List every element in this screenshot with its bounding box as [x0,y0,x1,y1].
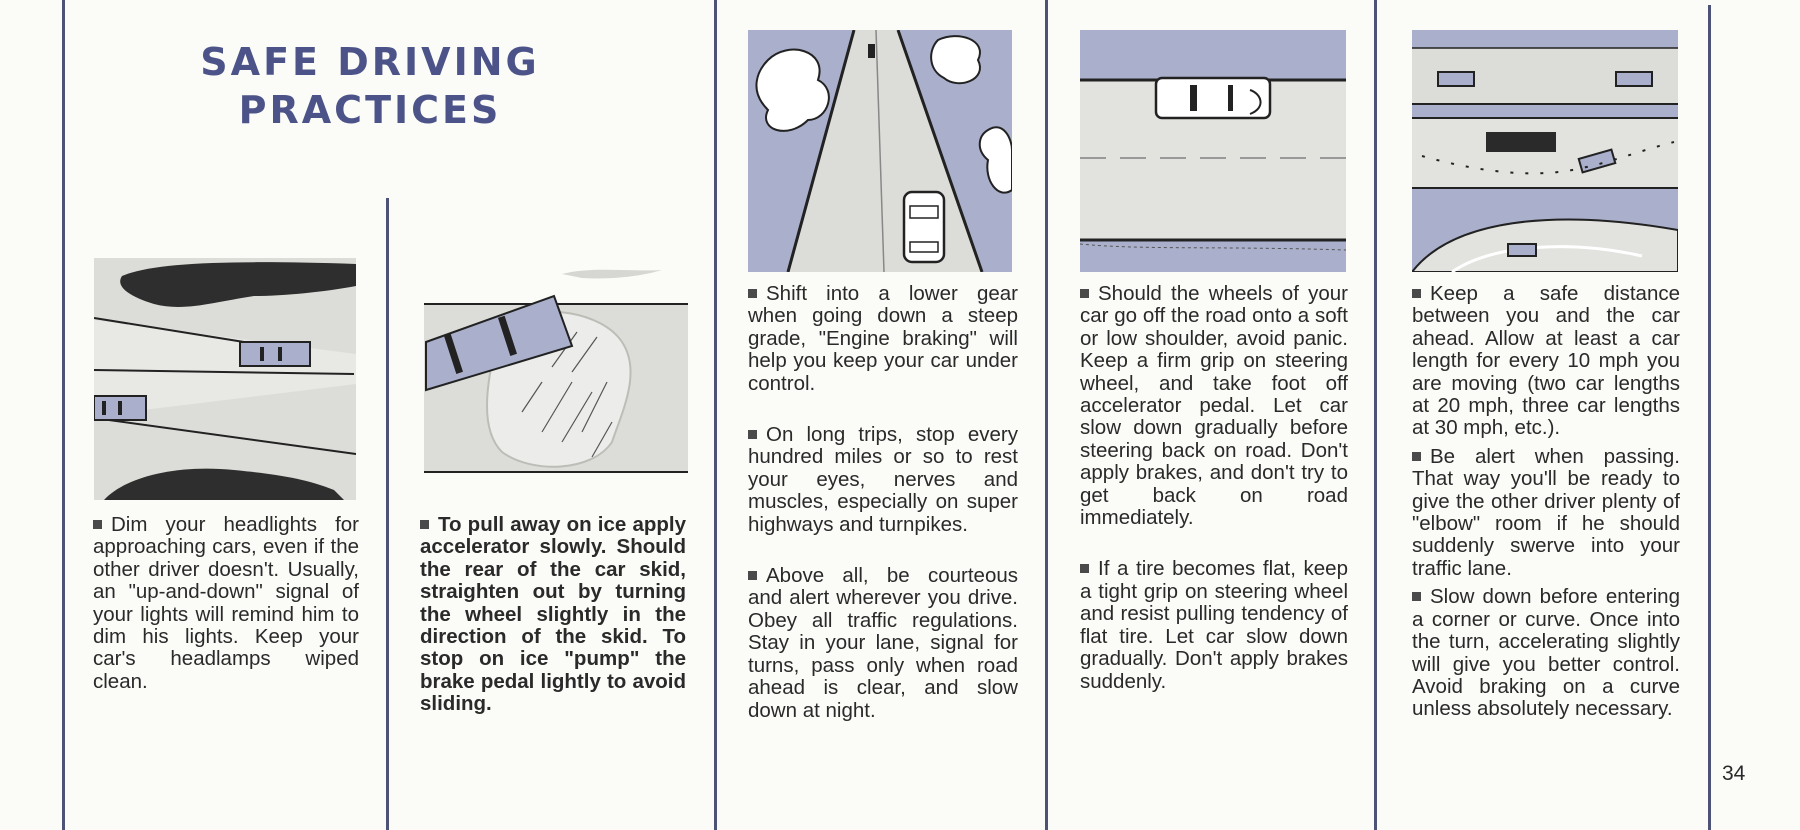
tip-dim-headlights [93,514,359,693]
bullet-square-icon [1080,289,1089,298]
page-title [150,38,590,134]
illustration-ice-skid [422,262,690,494]
column-rule-1 [62,0,65,830]
illustration-safe-distance [1412,30,1678,272]
tip-curve [1412,586,1680,720]
page-title-line-2: PRACTICES [238,88,502,132]
column-rule-5 [1374,0,1377,830]
tip-lower-gear-text: Shift into a lower gear when going down a steep grade, "Engine braking" will help you keep your car under control. [748,282,1018,395]
tip-lower-gear [748,283,1018,395]
tip-long-trips-text: On long trips, stop every hundred miles or so to rest your eyes, nerves and muscles, especially on super highways and turnpikes. [748,423,1018,536]
tip-safe-distance-text: Keep a safe distance between you and the car ahead. Allow at least a car length for every 10 mph you are moving (two car lengths at 20 mph, three car lengths at 30 mph, etc.). [1412,282,1680,440]
tip-safe-distance [1412,283,1680,440]
column-rule-2 [386,198,389,830]
bullet-square-icon [748,430,757,439]
bullet-square-icon [748,289,757,298]
column-rule-4 [1045,0,1048,830]
bullet-square-icon [748,571,757,580]
page-title-line-1: SAFE DRIVING [200,40,540,84]
col4-text [1080,283,1348,722]
tip-ice [420,514,686,716]
column-rule-3 [714,0,717,830]
tip-ice-text: To pull away on ice apply accelerator slowly. Should the rear of the car skid, straighten out by turning the wheel slightly in the direction of the skid. To stop on ice "pump" the brake pedal lightly to avoid sliding. [420,513,686,716]
col3-text [748,283,1018,751]
illustration-steep-grade [748,30,1012,272]
tip-soft-shoulder [1080,283,1348,529]
tip-courteous [748,565,1018,722]
bullet-square-icon [420,520,429,529]
illustration-soft-shoulder [1080,30,1346,272]
tip-passing [1412,446,1680,580]
tip-long-trips [748,424,1018,536]
col1-text [93,514,359,722]
illustration-headlights [94,258,356,500]
bullet-square-icon [1412,592,1421,601]
col2-text [420,514,686,745]
tip-dim-headlights-text: Dim your headlights for approaching cars, even if the other driver doesn't. Usually, an "up-and-down" signal of your lights will remind him to dim his lights. Keep your car's headlamps wiped clean. [93,513,359,693]
page-number: 34 [1722,762,1746,785]
tip-courteous-text: Above all, be courteous and alert wherever you drive. Obey all traffic regulations. Stay in your lane, signal for turns, pass only when road ahead is clear, and slow down at night. [748,564,1018,722]
col5-text [1412,283,1680,727]
bullet-square-icon [1412,452,1421,461]
bullet-square-icon [1080,564,1089,573]
tip-passing-text: Be alert when passing. That way you'll be ready to give the other driver plenty of "elbow" room if he should suddenly swerve into your traffic lane. [1412,444,1680,580]
tip-flat-tire-text: If a tire becomes flat, keep a tight grip on steering wheel and resist pulling tendency of flat tire. Let car slow down gradually. Don't apply brakes suddenly. [1080,557,1348,693]
tip-curve-text: Slow down before entering a corner or curve. Once into the turn, accelerating slightly will give you better control. Avoid braking on a curve unless absolutely necessary. [1412,585,1680,721]
tip-soft-shoulder-text: Should the wheels of your car go off the road onto a soft or low shoulder, avoid panic. Keep a firm grip on steering wheel, and take foot off accelerator pedal. Let car slow down gradually before steering back on road. Don't apply brakes, and don't try to get back on road immediately. [1080,282,1348,530]
bullet-square-icon [93,520,102,529]
bullet-square-icon [1412,289,1421,298]
tip-flat-tire [1080,558,1348,692]
column-rule-6 [1708,5,1711,830]
